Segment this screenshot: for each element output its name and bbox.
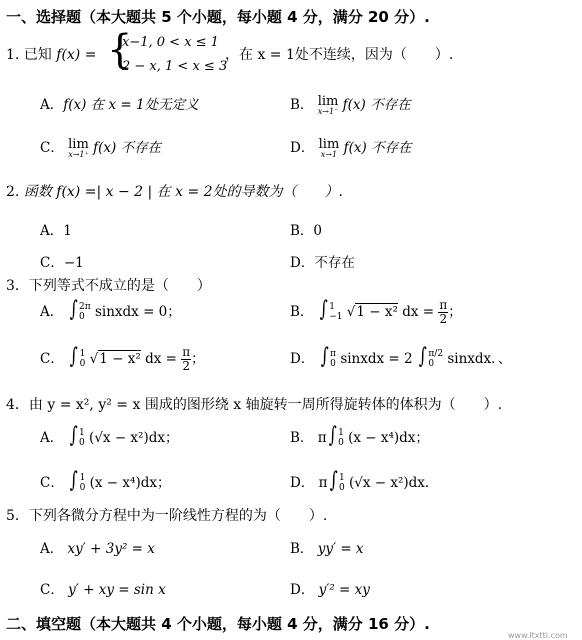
option-text: f(x) 不存在: [93, 140, 162, 156]
option-text: −1: [63, 255, 84, 271]
question-5-text: 下列各微分方程中为一阶线性方程的为（ ）.: [28, 508, 328, 524]
option-label: A．: [40, 223, 64, 239]
question-number: 2.: [6, 184, 20, 200]
q1-option-b[interactable]: [290, 93, 411, 116]
q5-option-b[interactable]: [290, 537, 364, 557]
q3-option-c[interactable]: C． ∫ 1 0 √1 − x² dx = $\frac{\pi}{2}$ ；: [40, 344, 205, 373]
question-2-stem: [6, 181, 343, 201]
option-label: D．: [290, 475, 315, 491]
integral-sign: ∫: [328, 423, 337, 448]
option-text: (√x − x²)dx.: [349, 475, 430, 491]
q4-option-d[interactable]: D． π∫ 1 0 (√x − x²)dx.: [290, 468, 430, 493]
question-1-pre: 已知: [23, 47, 52, 63]
radicand: 1 − x²: [356, 304, 398, 320]
question-5-stem: [6, 505, 327, 525]
integral-sign: ∫: [69, 344, 78, 369]
option-label: D．: [290, 255, 315, 271]
option-label: D．: [290, 140, 315, 156]
option-label: C．: [40, 351, 64, 367]
option-text: dx =: [402, 304, 435, 320]
integral-sign: ∫: [69, 468, 78, 493]
option-label: D．: [290, 582, 315, 598]
option-text: y′ + xy = sin x: [68, 582, 166, 598]
question-4-text: 由 y = x², y² = x 围成的图形绕 x 轴旋转一周所得旋转体的体积为（ ）.: [28, 397, 503, 413]
q3-option-b[interactable]: B． ∫ 1 −1 √1 − x² dx = $\frac{\pi}{2}$ ；: [290, 297, 462, 326]
q3-option-a[interactable]: A． ∫ 2π 0 sinxdx = 0；: [40, 297, 181, 322]
option-text: f(x) 不存在: [343, 140, 412, 156]
integral-sign: ∫: [418, 344, 427, 369]
q5-option-c[interactable]: [40, 578, 166, 598]
function-def: f(x) =: [56, 47, 97, 63]
option-text: sinxdx = 2: [340, 351, 413, 367]
q3-option-d[interactable]: D． ∫ π 0 sinxdx = 2 ∫ π/2 0 sinxdx．、: [290, 344, 512, 369]
option-text: (x − x⁴)dx；: [89, 475, 171, 491]
option-label: B．: [290, 430, 314, 446]
limit-expr: lim x→1⁻: [317, 94, 339, 116]
option-text: (√x − x²)dx；: [89, 430, 179, 446]
q1-option-c[interactable]: [40, 136, 161, 159]
fraction: $\frac{\pi}{2}$: [182, 345, 191, 373]
q4-option-c[interactable]: C． ∫ 1 0 (x − x⁴)dx；: [40, 468, 171, 493]
option-label: C．: [40, 475, 64, 491]
q4-option-a[interactable]: A． ∫ 1 0 (√x − x²)dx；: [40, 423, 179, 448]
watermark: www.ltxtti.com: [508, 631, 568, 640]
integral-sign: ∫: [69, 423, 78, 448]
question-4-stem: [6, 394, 502, 414]
limit-expr: lim x→1: [318, 137, 340, 159]
piecewise-case-2: 2 − x, 1 < x ≤ 3: [122, 59, 228, 74]
question-3-text: 下列等式不成立的是（ ）: [28, 278, 211, 294]
sqrt-sign: √: [346, 304, 356, 320]
option-label: A．: [40, 541, 64, 557]
q4-option-b[interactable]: B． π∫ 1 0 (x − x⁴)dx；: [290, 423, 429, 448]
option-label: B．: [290, 223, 314, 239]
option-text: f(x) 在 x = 1处无定义: [63, 97, 199, 113]
question-2-text: 函数 f(x) =| x − 2 | 在 x = 2处的导数为（ ）.: [23, 184, 343, 200]
piecewise-brace: {: [107, 27, 133, 73]
question-number: 4．: [6, 397, 29, 413]
piecewise-case-1: x−1, 0 < x ≤ 1: [122, 35, 219, 50]
section-2-heading: 二、填空题（本大题共 4 个小题，每小题 4 分，满分 16 分）.: [6, 615, 430, 633]
section-1-heading: 一、选择题（本大题共 5 个小题，每小题 4 分，满分 20 分）.: [6, 8, 430, 26]
q5-option-d[interactable]: [290, 578, 370, 598]
option-label: A．: [40, 304, 64, 320]
option-text: yy′ = x: [317, 541, 364, 557]
option-label: C．: [40, 582, 64, 598]
q2-option-b[interactable]: [290, 219, 322, 239]
option-text: sinxdx = 0；: [94, 304, 181, 320]
pi-symbol: π: [318, 475, 328, 491]
option-text-end: sinxdx．、: [447, 351, 512, 367]
radicand: 1 − x²: [99, 351, 141, 367]
option-text: f(x) 不存在: [342, 97, 411, 113]
q5-option-a[interactable]: [40, 537, 155, 557]
integral-sign: ∫: [329, 468, 338, 493]
option-label: D．: [290, 351, 315, 367]
option-text: xy′ + 3y² = x: [67, 541, 155, 557]
option-label: A．: [40, 97, 64, 113]
question-number: 5．: [6, 508, 29, 524]
question-number: 3．: [6, 278, 29, 294]
fraction: $\frac{\pi}{2}$: [439, 298, 448, 326]
option-text: dx =: [145, 351, 177, 367]
sqrt-sign: √: [89, 351, 99, 367]
q2-option-a[interactable]: [40, 219, 72, 239]
integral-sign: ∫: [320, 344, 329, 369]
option-text: 1: [63, 223, 72, 239]
question-1-stem: [6, 44, 96, 64]
question-3-stem: [6, 275, 211, 295]
q2-option-c[interactable]: [40, 251, 84, 271]
option-label: A．: [40, 430, 64, 446]
q2-option-d[interactable]: [290, 251, 355, 271]
integral-sign: ∫: [319, 297, 328, 322]
option-label: B．: [290, 97, 314, 113]
option-label: B．: [290, 541, 314, 557]
option-text: y′² = xy: [318, 582, 370, 598]
q1-option-d[interactable]: [290, 136, 412, 159]
option-label: B．: [290, 304, 314, 320]
option-text: 不存在: [314, 255, 355, 271]
question-1-tail: ，在 x = 1处不连续，因为（ ）.: [225, 47, 454, 63]
option-text: 0: [313, 223, 323, 239]
option-label: C．: [40, 140, 64, 156]
q1-option-a[interactable]: [40, 93, 199, 113]
question-number: 1.: [6, 47, 20, 63]
integral-sign: ∫: [69, 297, 78, 322]
option-label: C．: [40, 255, 64, 271]
pi-symbol: π: [317, 430, 327, 446]
limit-expr: lim x→1⁺: [68, 137, 89, 159]
option-text: (x − x⁴)dx；: [348, 430, 429, 446]
